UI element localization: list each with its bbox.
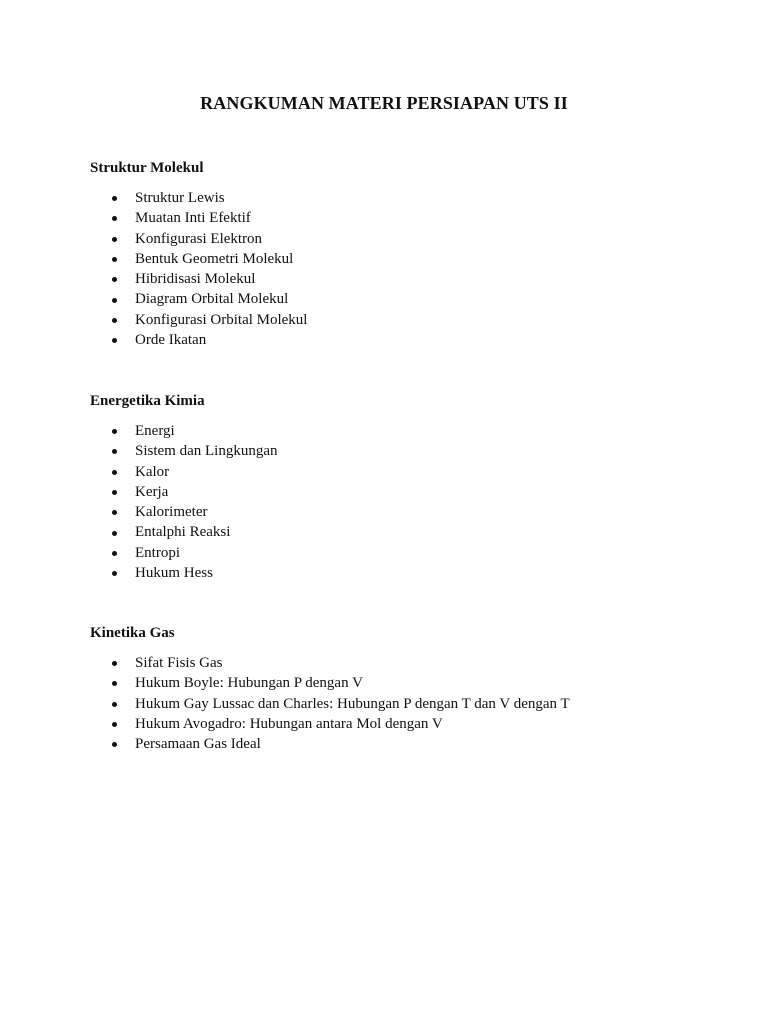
section-kinetika-gas [90,623,710,754]
section-heading: Energetika Kimia [90,393,205,409]
list-item [90,694,710,714]
list-item-text: Muatan Inti Efektif [135,210,251,227]
list-item-text: Entropi [135,544,180,561]
list-item-text: Hibridisasi Molekul [135,271,256,288]
list-item-text: Sistem dan Lingkungan [135,443,278,460]
list-item-text: Persamaan Gas Ideal [135,736,261,753]
list-item [90,482,710,502]
section-energetika-kimia [90,391,710,583]
list-item [90,734,710,754]
list-item [90,249,710,269]
list-item-text: Bentuk Geometri Molekul [135,250,294,267]
bullet-icon [112,470,117,475]
list-item-text: Diagram Orbital Molekul [135,291,289,308]
list-item-text: Energi [135,423,175,439]
bullet-icon [112,661,117,666]
bullet-list [90,188,710,350]
list-item-text: Kalorimeter [135,504,208,521]
list-item [90,229,710,249]
list-item-text: Struktur Lewis [135,190,225,206]
bullet-icon [112,722,117,727]
bullet-icon [112,277,117,282]
bullet-icon [112,237,117,242]
list-item [90,673,710,693]
list-item [90,289,710,309]
bullet-icon [112,298,117,303]
list-item-text: Orde Ikatan [135,332,207,349]
section-heading: Struktur Molekul [90,160,204,176]
bullet-icon [112,449,117,454]
list-item [90,421,710,441]
bullet-icon [112,257,117,262]
bullet-list [90,653,710,754]
list-item [90,502,710,522]
list-item-text: Entalphi Reaksi [135,524,231,541]
bullet-icon [112,510,117,515]
page-title: RANGKUMAN MATERI PERSIAPAN UTS II [200,93,568,113]
bullet-icon [112,531,117,536]
bullet-icon [112,702,117,707]
bullet-icon [112,681,117,686]
bullet-icon [112,338,117,343]
bullet-icon [112,318,117,323]
list-item [90,310,710,330]
bullet-icon [112,196,117,201]
bullet-icon [112,429,117,434]
list-item [90,208,710,228]
list-item [90,563,710,583]
list-item [90,462,710,482]
section-heading: Kinetika Gas [90,625,175,641]
bullet-icon [112,490,117,495]
bullet-list [90,421,710,583]
list-item-text: Konfigurasi Orbital Molekul [135,311,308,328]
bullet-icon [112,742,117,747]
bullet-icon [112,571,117,576]
list-item-text: Konfigurasi Elektron [135,230,263,247]
list-item-text: Hukum Gay Lussac dan Charles: Hubungan P dengan T dan V dengan T [135,695,570,712]
list-item [90,441,710,461]
list-item-text: Hukum Hess [135,565,213,582]
bullet-icon [112,216,117,221]
list-item [90,714,710,734]
section-struktur-molekul [90,158,710,350]
list-item-text: Hukum Avogadro: Hubungan antara Mol dengan V [135,715,443,732]
bullet-icon [112,551,117,556]
list-item [90,269,710,289]
list-item-text: Hukum Boyle: Hubungan P dengan V [135,675,363,692]
list-item-text: Kalor [135,463,170,480]
list-item [90,543,710,563]
list-item [90,653,710,673]
list-item [90,188,710,208]
list-item [90,522,710,542]
list-item-text: Sifat Fisis Gas [135,655,223,671]
list-item-text: Kerja [135,483,169,500]
list-item [90,330,710,350]
